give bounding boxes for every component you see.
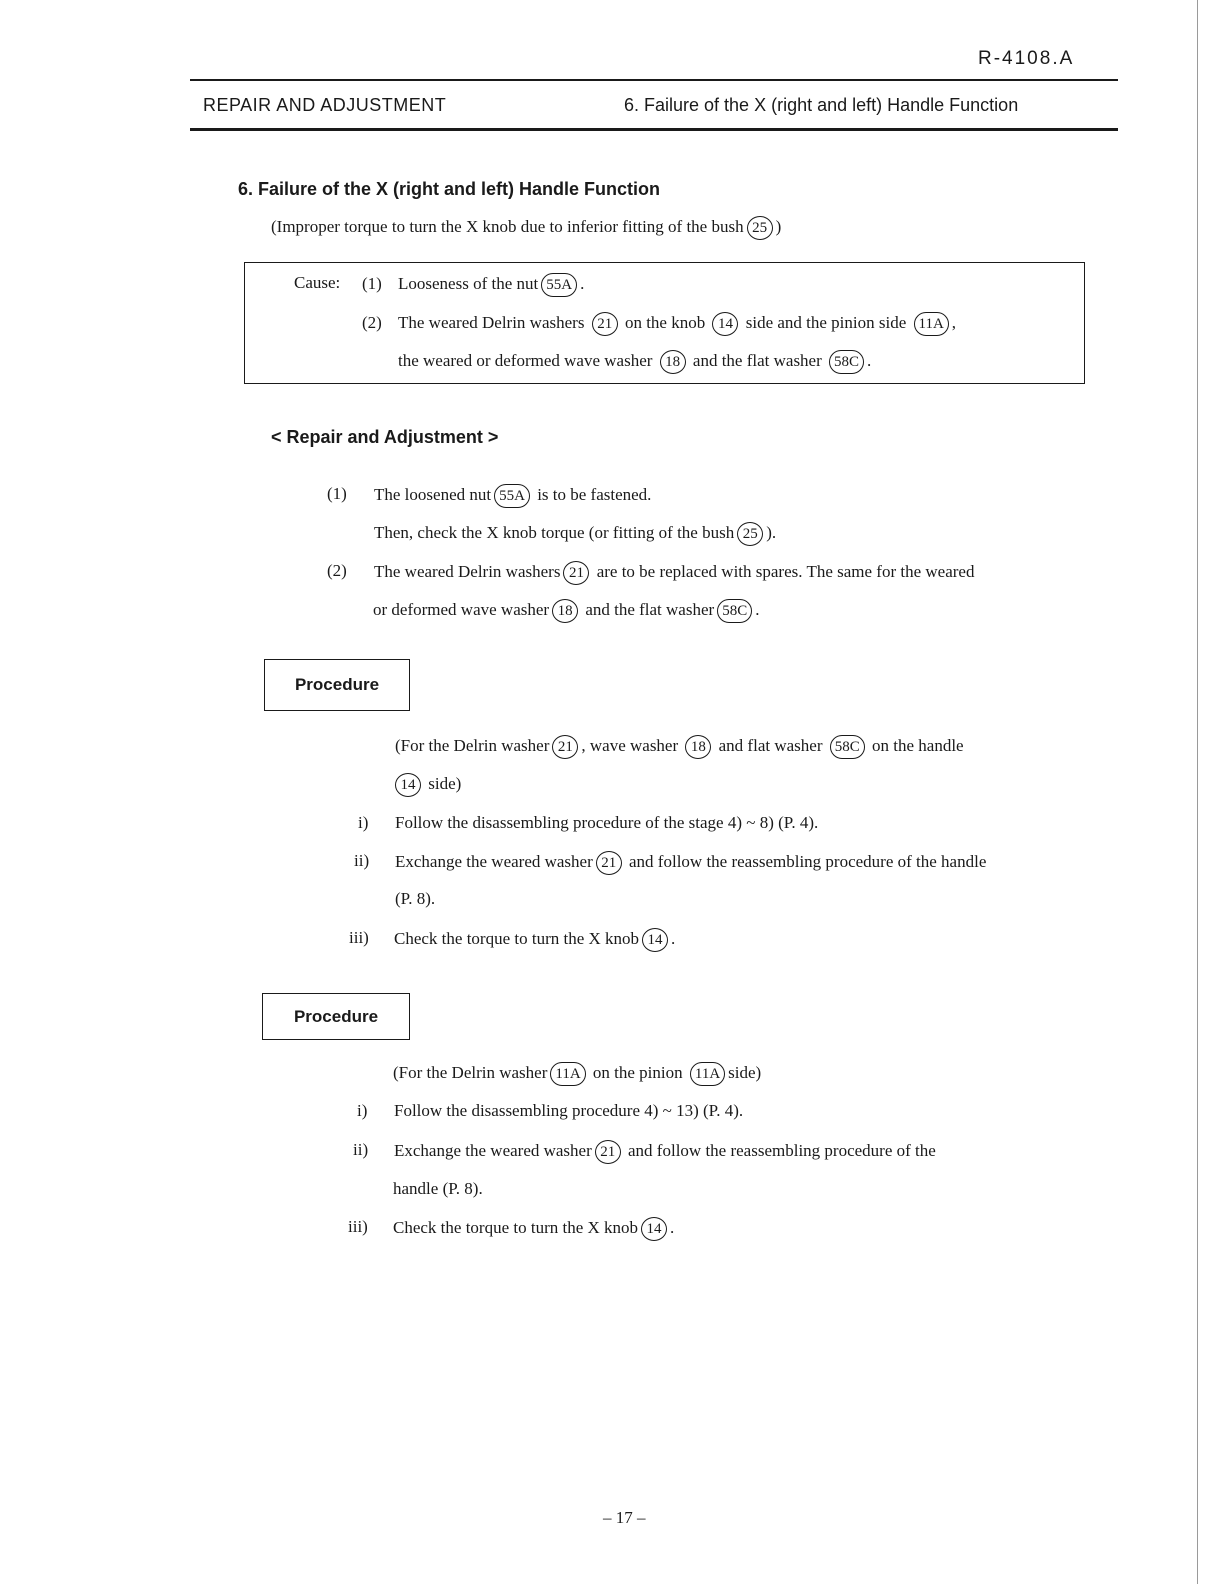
scan-edge-line xyxy=(1197,0,1198,1584)
part-ref: 11A xyxy=(914,312,949,336)
part-ref: 21 xyxy=(595,1140,621,1164)
repair-item-2-cont: or deformed wave washer 18 and the flat washer 58C . xyxy=(373,599,759,623)
part-ref: 55A xyxy=(494,484,530,508)
part-ref: 11A xyxy=(550,1062,585,1086)
procedure1-intro-cont: 14 side) xyxy=(392,773,461,797)
part-ref: 58C xyxy=(717,599,752,623)
header-rule-bottom xyxy=(190,128,1118,131)
part-ref: 14 xyxy=(395,773,421,797)
header-rule-top xyxy=(190,79,1118,81)
part-ref: 21 xyxy=(563,561,589,585)
procedure1-step-2: Exchange the weared washer 21 and follow the reassembling procedure of the handle xyxy=(395,851,986,875)
part-ref: 14 xyxy=(712,312,738,336)
procedure1-step-3: Check the torque to turn the X knob 14 . xyxy=(394,928,675,952)
part-ref: 18 xyxy=(552,599,578,623)
part-ref: 25 xyxy=(747,216,773,240)
procedure2-step-2-num: ii) xyxy=(353,1140,369,1159)
part-ref: 11A xyxy=(690,1062,725,1086)
procedure2-step-2-cont: handle (P. 8). xyxy=(393,1179,483,1198)
part-ref: 14 xyxy=(642,928,668,952)
procedure2-step-2: Exchange the weared washer 21 and follow the reassembling procedure of the xyxy=(394,1140,936,1164)
procedure2-step-1: Follow the disassembling procedure 4) ~ 13) (P. 4). xyxy=(394,1101,744,1120)
procedure1-step-2-num: ii) xyxy=(354,851,370,870)
procedure2-intro: (For the Delrin washer 11A on the pinion 11A side) xyxy=(393,1062,761,1086)
section-subtitle: (Improper torque to turn the X knob due to inferior fitting of the bush 25 ) xyxy=(271,216,781,240)
procedure-label-1: Procedure xyxy=(264,659,410,711)
procedure1-intro: (For the Delrin washer 21 , wave washer 18 and flat washer 58C on the handle xyxy=(395,735,964,759)
procedure2-step-1-num: i) xyxy=(357,1101,368,1120)
repair-heading: < Repair and Adjustment > xyxy=(271,427,499,447)
repair-item-1-num: (1) xyxy=(327,484,347,503)
part-ref: 58C xyxy=(829,350,864,374)
part-ref: 21 xyxy=(592,312,618,336)
header-left: REPAIR AND ADJUSTMENT xyxy=(203,95,447,115)
procedure-label-2: Procedure xyxy=(262,993,410,1040)
part-ref: 21 xyxy=(596,851,622,875)
section-title: 6. Failure of the X (right and left) Handle Function xyxy=(238,179,661,199)
cause-item-2: (2) The weared Delrin washers 21 on the knob 14 side and the pinion side 11A , xyxy=(362,312,956,336)
document-code: R-4108.A xyxy=(978,48,1075,69)
repair-item-1-cont: Then, check the X knob torque (or fitting of the bush 25 ). xyxy=(374,522,776,546)
procedure1-step-1: Follow the disassembling procedure of the stage 4) ~ 8) (P. 4). xyxy=(395,813,819,832)
part-ref: 55A xyxy=(541,273,577,297)
cause-item-1: (1) Looseness of the nut 55A . xyxy=(362,273,584,297)
repair-item-2: The weared Delrin washers 21 are to be replaced with spares. The same for the weared xyxy=(374,561,974,585)
part-ref: 14 xyxy=(641,1217,667,1241)
repair-item-2-num: (2) xyxy=(327,561,347,580)
part-ref: 25 xyxy=(737,522,763,546)
procedure1-step-3-num: iii) xyxy=(349,928,369,947)
procedure2-step-3-num: iii) xyxy=(348,1217,368,1236)
repair-item-1: The loosened nut 55A is to be fastened. xyxy=(374,484,651,508)
header-right: 6. Failure of the X (right and left) Handle Function xyxy=(624,95,1019,115)
part-ref: 21 xyxy=(552,735,578,759)
procedure2-step-3: Check the torque to turn the X knob 14 . xyxy=(393,1217,674,1241)
procedure1-step-2-cont: (P. 8). xyxy=(395,889,436,908)
procedure1-step-1-num: i) xyxy=(358,813,369,832)
cause-item-2-cont: the weared or deformed wave washer 18 and the flat washer 58C . xyxy=(398,350,871,374)
part-ref: 58C xyxy=(830,735,865,759)
page-number: – 17 – xyxy=(603,1508,646,1527)
part-ref: 18 xyxy=(660,350,686,374)
part-ref: 18 xyxy=(685,735,711,759)
cause-label: Cause: xyxy=(294,273,341,292)
